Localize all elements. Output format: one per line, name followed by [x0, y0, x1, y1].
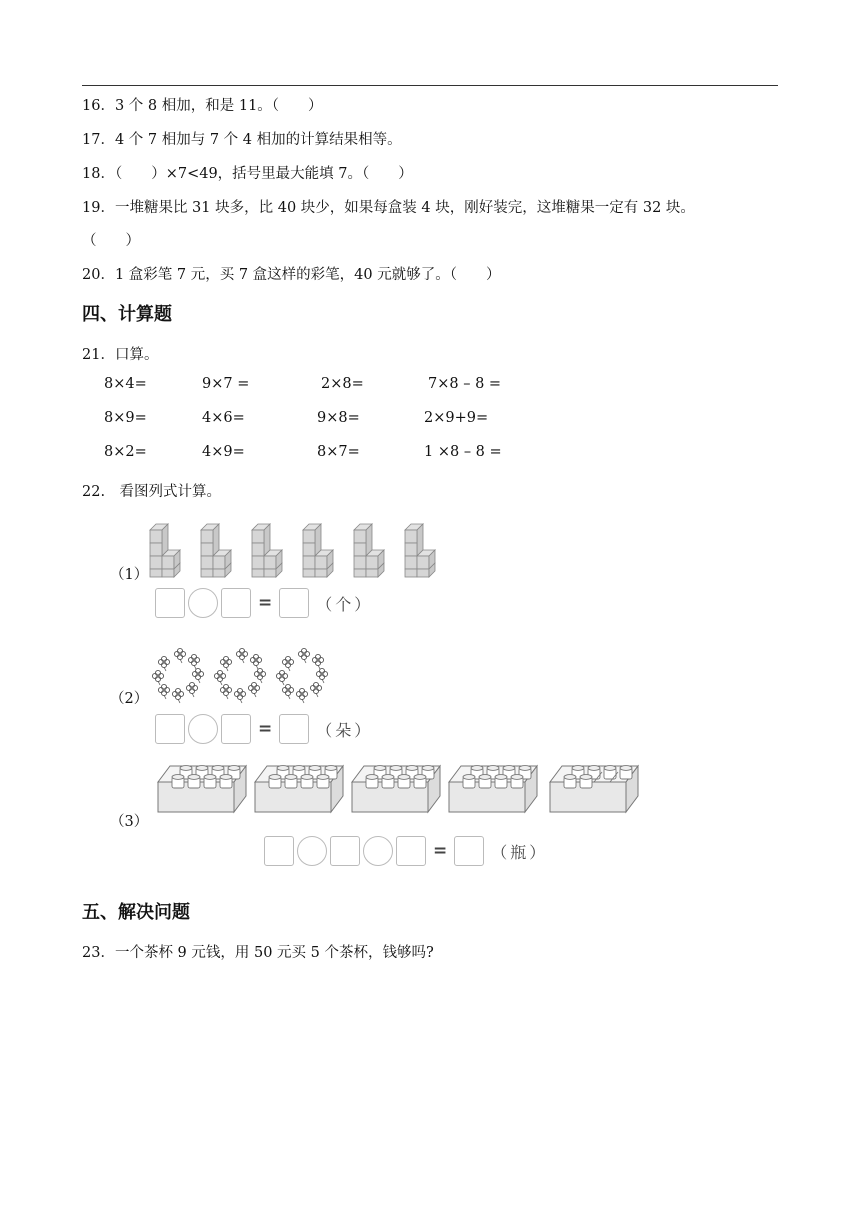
operator-circle[interactable]	[188, 588, 218, 618]
header-rule	[82, 85, 778, 86]
answer-box[interactable]	[155, 714, 185, 744]
oral-item: 8×9=	[104, 410, 147, 426]
unit-label: （个）	[316, 594, 374, 614]
cube-stacks-figure	[150, 522, 450, 582]
oral-item: 8×7=	[317, 444, 360, 460]
unit-label: （瓶）	[491, 842, 549, 862]
oral-item: 2×8=	[321, 376, 364, 392]
answer-box[interactable]	[221, 588, 251, 618]
oral-item: 2×9+9=	[424, 410, 489, 426]
answer-box[interactable]	[279, 714, 309, 744]
question-17: 17．4 个 7 相加与 7 个 4 相加的计算结果相等。	[82, 132, 402, 148]
equation-2	[155, 714, 373, 744]
oral-item: 4×9=	[202, 444, 245, 460]
unit-label: （朵）	[316, 720, 374, 740]
question-19: 19．一堆糖果比 31 块多，比 40 块少，如果每盒装 4 块，刚好装完，这堆糖果一定有 32 块。	[82, 200, 695, 216]
operator-circle[interactable]	[297, 836, 327, 866]
part-1-label: （1）	[110, 567, 149, 583]
question-20: 20．1 盒彩笔 7 元，买 7 盒这样的彩笔，40 元就够了。（ ）	[82, 267, 501, 283]
flower-groups-figure	[152, 646, 332, 706]
section-4-heading: 四、计算题	[82, 304, 172, 325]
equation-3	[264, 836, 548, 866]
oral-item: 7×8 – 8 =	[428, 376, 502, 392]
answer-box[interactable]	[396, 836, 426, 866]
answer-box[interactable]	[330, 836, 360, 866]
answer-box[interactable]	[155, 588, 185, 618]
answer-box[interactable]	[279, 588, 309, 618]
question-22: 22. 看图列式计算。	[82, 484, 222, 500]
oral-item: 8×2=	[104, 444, 147, 460]
question-19-blank: （ ）	[82, 233, 140, 249]
oral-item: 9×7 =	[202, 376, 250, 392]
question-16: 16．3 个 8 相加，和是 11。（ ）	[82, 98, 323, 114]
bottle-crates-figure	[158, 762, 643, 818]
oral-item: 8×4=	[104, 376, 147, 392]
section-5-heading: 五、解决问题	[82, 902, 190, 923]
oral-item: 4×6=	[202, 410, 245, 426]
answer-box[interactable]	[221, 714, 251, 744]
oral-item: 1 ×8 – 8 =	[424, 444, 502, 460]
equals-sign: =	[258, 719, 273, 739]
answer-box[interactable]	[264, 836, 294, 866]
equals-sign: =	[433, 841, 448, 861]
answer-box[interactable]	[454, 836, 484, 866]
part-2-label: （2）	[110, 691, 149, 707]
operator-circle[interactable]	[363, 836, 393, 866]
part-3-label: （3）	[110, 814, 149, 830]
equals-sign: =	[258, 593, 273, 613]
oral-item: 9×8=	[317, 410, 360, 426]
equation-1	[155, 588, 373, 618]
question-23: 23．一个茶杯 9 元钱，用 50 元买 5 个茶杯，钱够吗?	[82, 945, 434, 961]
question-21: 21．口算。	[82, 347, 159, 363]
operator-circle[interactable]	[188, 714, 218, 744]
question-18: 18．（ ）×7<49，括号里最大能填 7。（ ）	[82, 166, 413, 182]
